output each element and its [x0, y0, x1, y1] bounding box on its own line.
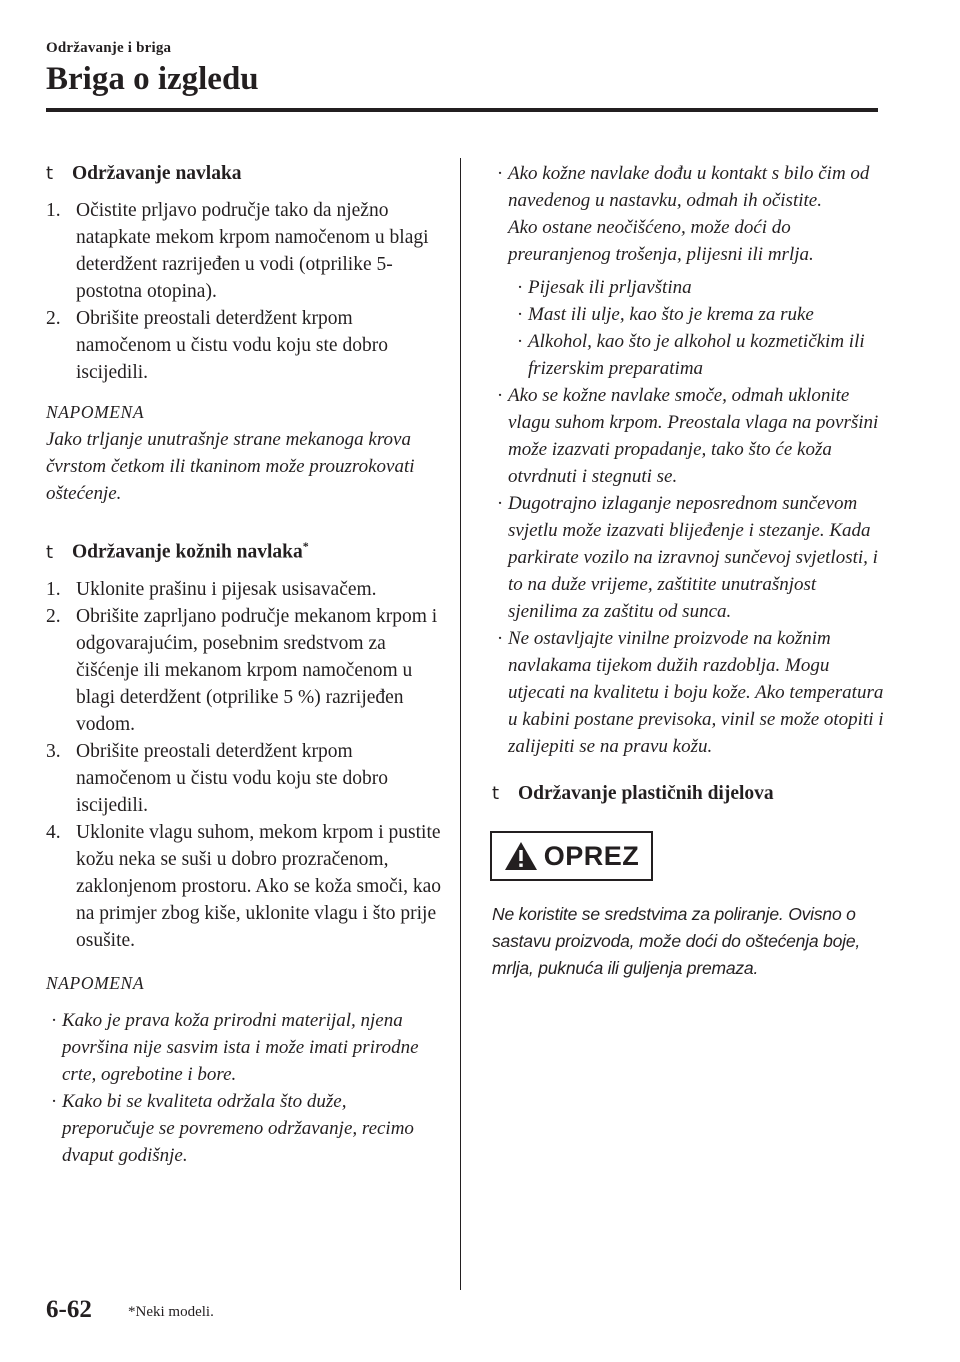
header-rule	[46, 108, 878, 112]
step-text: Uklonite prašinu i pijesak usisavačem.	[76, 578, 377, 600]
bullet-text: Pijesak ili prljavština	[528, 277, 692, 298]
section-heading-covers	[46, 160, 441, 187]
right-bullets	[492, 382, 884, 760]
section-title: Održavanje navlaka	[72, 163, 242, 184]
section-title: Održavanje plastičnih dijelova	[518, 783, 774, 804]
step-number: 1.	[46, 200, 61, 221]
bullet-dot: ·	[496, 628, 504, 649]
bullet-dot: ·	[50, 1090, 58, 1112]
step-number: 3.	[46, 740, 61, 762]
section-title: Održavanje kožnih navlaka	[72, 541, 303, 563]
step-text: Uklonite vlagu suhom, mekom krpom i pustite kožu neka se suši u dobro prozračenom, zaklonjenom prostoru. Ako se koža smoči, kao na primjer zbog kiše, uklonite vlagu i što prije osušite.	[76, 821, 442, 951]
bullet-text	[508, 160, 884, 268]
note-label: NAPOMENA	[46, 402, 145, 422]
column-divider	[460, 158, 461, 1290]
step-item	[46, 738, 441, 819]
right-column	[492, 160, 884, 982]
step-item	[46, 819, 441, 954]
section-heading-leather	[46, 533, 441, 566]
steps-list-leather	[46, 576, 441, 954]
note-bullet	[492, 625, 884, 760]
bullet-dot: ·	[496, 163, 504, 184]
bullet-text: Kako je prava koža prirodni materijal, njena površina nije sasvim ista i može imati prirodne crte, ogrebotine i bore.	[62, 1009, 419, 1085]
step-text: Obrišite preostali deterdžent krpom namočenom u čistu vodu koju ste dobro iscijedili.	[76, 308, 388, 383]
bullet-text: Ako se kožne navlake smoče, odmah uklonite vlagu suhom krpom. Preostala vlaga na površini može izazvati propadanje, tako što će koža otvrdnuti i stegnuti se.	[508, 385, 879, 487]
section-marker: t	[46, 163, 54, 184]
sub-bullet	[512, 274, 884, 301]
step-text: Očistite prljavo područje tako da nježno natapkate mekom krpom namočenom u blagi deterdžent razrijeđen u vodi (otprilike 5-postotna otopina).	[76, 200, 429, 302]
bullet-text: Ne ostavljajte vinilne proizvode na kožnim navlakama tijekom dužih razdoblja. Mogu utjecati na kvalitetu i boju kože. Ako temperatura u kabini postane previsoka, vinil se može otopiti i zalijepiti se na pravu kožu.	[508, 628, 884, 757]
caution-text: Ne koristite se sredstvima za poliranje. Ovisno o sastavu proizvoda, može doći do oštećenja boje, mrlja, puknuća ili guljenja premaza.	[492, 904, 861, 978]
step-number: 1.	[46, 578, 61, 600]
note-bullet	[492, 490, 884, 625]
bullet-text: Mast ili ulje, kao što je krema za ruke	[528, 304, 814, 325]
warning-triangle-icon	[504, 841, 538, 871]
sub-bullet	[512, 328, 884, 382]
footnote: *Neki modeli.	[128, 1304, 214, 1320]
step-item	[46, 576, 441, 603]
note-bullet	[492, 160, 884, 268]
page-header	[46, 40, 878, 99]
caution-label: OPREZ	[543, 840, 640, 871]
step-number: 2.	[46, 308, 61, 329]
steps-list-covers	[46, 197, 441, 386]
note-bullet	[492, 382, 884, 490]
left-column	[46, 160, 441, 1169]
note-text: Jako trljanje unutrašnje strane mekanoga krova čvrstom četkom ili tkaninom može prouzrokovati oštećenje.	[46, 429, 415, 504]
bullet-text: Alkohol, kao što je alkohol u kozmetičkim ili frizerskim preparatima	[528, 331, 865, 379]
step-item	[46, 603, 441, 738]
right-bullets-top	[492, 160, 884, 268]
step-item	[46, 305, 441, 386]
note-bullet	[46, 1007, 441, 1088]
section-marker: t	[46, 541, 54, 563]
sub-bullets	[512, 274, 884, 382]
sub-bullet	[512, 301, 884, 328]
step-number: 4.	[46, 821, 61, 843]
bullet-dot: ·	[496, 493, 504, 514]
bullet-dot: ·	[496, 385, 504, 406]
section-marker: t	[492, 783, 500, 804]
bullet-text: Dugotrajno izlaganje neposrednom sunčevom svjetlu može izazvati blijeđenje i stezanje. Kada parkirate vozilo na izravnoj sunčevoj svjetlosti, i to na duže vrijeme, zaštitite unutrašnjost sjenilima za zaštitu od sunca.	[508, 493, 878, 622]
bullet-dot: ·	[50, 1009, 58, 1031]
bullet-dot: ·	[516, 304, 524, 325]
step-number: 2.	[46, 605, 61, 627]
bullet-text-main: Ako kožne navlake dođu u kontakt s bilo čim od navedenog u nastavku, odmah ih očistite.	[508, 163, 870, 211]
note-bullets	[46, 1007, 441, 1169]
caution-box	[490, 831, 653, 881]
page-title: Briga o izgledu	[46, 61, 259, 97]
step-text: Obrišite zaprljano područje mekanom krpom i odgovarajućim, posebnim sredstvom za čišćenje ili mekanom krpom namočenom u blagi deterdžent (otprilike 5 %) razrijeđen vodom.	[76, 605, 438, 735]
section-heading-plastic	[492, 780, 884, 807]
bullet-dot: ·	[516, 331, 524, 352]
footnote-asterisk: *	[302, 539, 309, 553]
step-text: Obrišite preostali deterdžent krpom namočenom u čistu vodu koju ste dobro iscijedili.	[76, 740, 388, 816]
note-label: NAPOMENA	[46, 972, 145, 993]
bullet-text-cont: Ako ostane neočišćeno, može doći do preuranjenog trošenja, plijesni ili mrlja.	[508, 217, 814, 265]
bullet-text: Kako bi se kvaliteta održala što duže, preporučuje se povremeno održavanje, recimo dvaput godišnje.	[62, 1090, 414, 1166]
note-bullet	[46, 1088, 441, 1169]
page-number: 6-62	[46, 1296, 92, 1323]
step-item	[46, 197, 441, 305]
breadcrumb: Održavanje i briga	[46, 40, 172, 56]
bullet-dot: ·	[516, 277, 524, 298]
